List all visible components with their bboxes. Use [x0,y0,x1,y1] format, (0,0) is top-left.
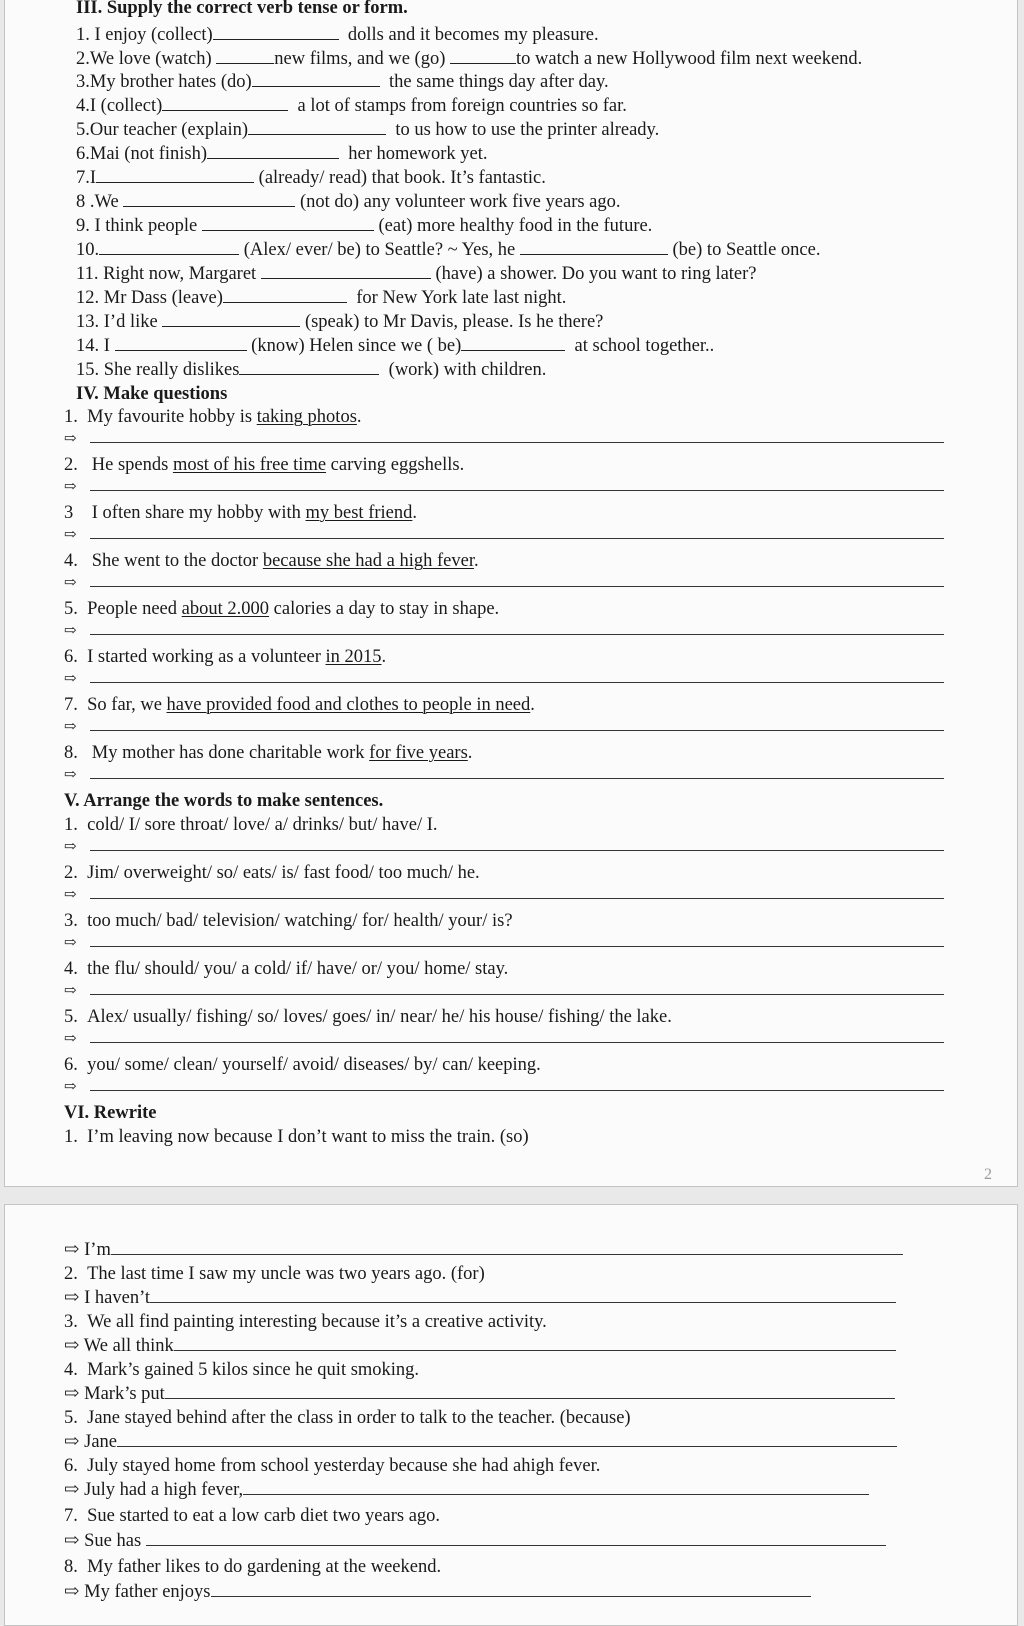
question-item-5: 5. People need about 2.000 calories a day to stay in shape. [64,599,500,619]
question-item-4: 4. She went to the doctor because she had a high fever. [64,551,479,571]
arrow-icon: ⇨ [64,623,77,639]
exercise-3-item-11: 11. Right now, Margaret (have) a shower. Do you want to ring later? [76,264,757,284]
rewrite-item-4: 4. Mark’s gained 5 kilos since he quit smoking. [64,1360,420,1380]
exercise-3-item-4: 4.I (collect) a lot of stamps from foreign countries so far. [76,96,627,116]
exercise-3-item-14: 14. I (know) Helen since we ( be) at school together.. [76,336,715,356]
question-item-2: 2. He spends most of his free time carving eggshells. [64,455,465,475]
page-number: 2 [984,1166,992,1183]
rewrite-item-1: 1. I’m leaving now because I don’t want to miss the train. (so) [64,1127,529,1147]
rewrite-answer-4[interactable]: ⇨ Mark’s put [64,1383,895,1405]
exercise-3-item-5: 5.Our teacher (explain) to us how to use the printer already. [76,120,660,140]
section-3-title: III. Supply the correct verb tense or form. [76,0,408,18]
rewrite-item-6: 6. July stayed home from school yesterday because she had ahigh fever. [64,1456,601,1476]
rewrite-item-3: 3. We all find painting interesting because it’s a creative activity. [64,1312,547,1332]
exercise-3-item-2: 2.We love (watch) new films, and we (go) to watch a new Hollywood film next weekend. [76,49,863,69]
section-4-title: IV. Make questions [76,384,228,404]
arrow-icon: ⇨ [64,1079,77,1095]
exercise-3-item-12: 12. Mr Dass (leave) for New York late last night. [76,288,567,308]
arrow-icon: ⇨ [64,479,77,495]
rewrite-answer-3[interactable]: ⇨ We all think [64,1335,896,1357]
exercise-3-item-6: 6.Mai (not finish) her homework yet. [76,144,488,164]
arrange-item-6: 6. you/ some/ clean/ yourself/ avoid/ diseases/ by/ can/ keeping. [64,1055,541,1075]
rewrite-answer-7[interactable]: ⇨ Sue has [64,1530,886,1552]
arrange-item-1: 1. cold/ I/ sore throat/ love/ a/ drinks/ but/ have/ I. [64,815,438,835]
arrow-icon: ⇨ [64,575,77,591]
arrow-icon: ⇨ [64,719,77,735]
exercise-3-item-15: 15. She really dislikes (work) with children. [76,360,547,380]
rewrite-item-2: 2. The last time I saw my uncle was two years ago. (for) [64,1264,485,1284]
arrange-item-3: 3. too much/ bad/ television/ watching/ for/ health/ your/ is? [64,911,513,931]
rewrite-answer-1[interactable]: ⇨ I’m [64,1239,903,1261]
arrange-item-2: 2. Jim/ overweight/ so/ eats/ is/ fast food/ too much/ he. [64,863,480,883]
arrange-item-5: 5. Alex/ usually/ fishing/ so/ loves/ goes/ in/ near/ he/ his house/ fishing/ the lake. [64,1007,672,1027]
question-item-7: 7. So far, we have provided food and clothes to people in need. [64,695,535,715]
exercise-3-item-7: 7.I (already/ read) that book. It’s fantastic. [76,168,546,188]
arrow-icon: ⇨ [64,431,77,447]
rewrite-answer-5[interactable]: ⇨ Jane [64,1431,897,1453]
question-item-1: 1. My favourite hobby is taking photos. [64,407,362,427]
exercise-3-item-3: 3.My brother hates (do) the same things day after day. [76,72,609,92]
exercise-3-item-1: 1. I enjoy (collect) dolls and it becomes my pleasure. [76,25,599,45]
arrow-icon: ⇨ [64,935,77,951]
rewrite-item-7: 7. Sue started to eat a low carb diet two years ago. [64,1506,441,1526]
arrange-item-4: 4. the flu/ should/ you/ a cold/ if/ have/ or/ you/ home/ stay. [64,959,509,979]
arrow-icon: ⇨ [64,767,77,783]
section-5-title: V. Arrange the words to make sentences. [64,791,384,811]
exercise-3-item-13: 13. I’d like (speak) to Mr Davis, please. Is he there? [76,312,604,332]
arrow-icon: ⇨ [64,527,77,543]
exercise-3-item-8: 8 .We (not do) any volunteer work five years ago. [76,192,621,212]
question-item-3: 3 I often share my hobby with my best friend. [64,503,417,523]
arrow-icon: ⇨ [64,671,77,687]
question-item-6: 6. I started working as a volunteer in 2015. [64,647,387,667]
rewrite-answer-8[interactable]: ⇨ My father enjoys [64,1581,811,1603]
arrow-icon: ⇨ [64,839,77,855]
rewrite-item-8: 8. My father likes to do gardening at the weekend. [64,1557,442,1577]
rewrite-item-5: 5. Jane stayed behind after the class in order to talk to the teacher. (because) [64,1408,631,1428]
section-6-title: VI. Rewrite [64,1103,157,1123]
rewrite-answer-6[interactable]: ⇨ July had a high fever, [64,1479,869,1501]
exercise-3-item-10: 10. (Alex/ ever/ be) to Seattle? ~ Yes, he (be) to Seattle once. [76,240,821,260]
rewrite-answer-2[interactable]: ⇨ I haven’t [64,1287,896,1309]
question-item-8: 8. My mother has done charitable work for five years. [64,743,473,763]
arrow-icon: ⇨ [64,983,77,999]
arrow-icon: ⇨ [64,887,77,903]
exercise-3-item-9: 9. I think people (eat) more healthy food in the future. [76,216,653,236]
arrow-icon: ⇨ [64,1031,77,1047]
